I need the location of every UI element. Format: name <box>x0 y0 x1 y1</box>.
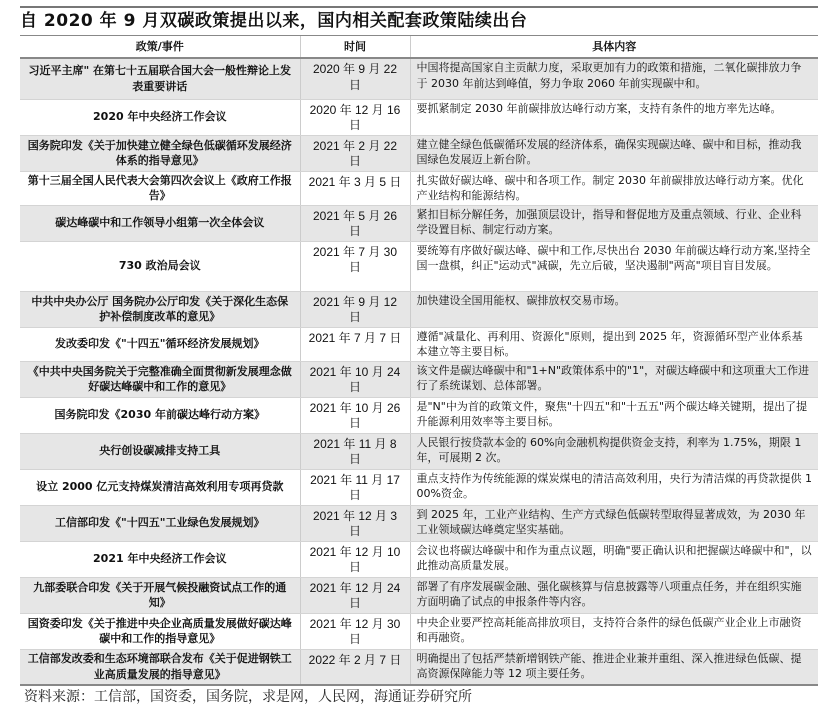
table-row <box>20 397 818 433</box>
content-cell: 遵循"减量化、再利用、资源化"原则，提出到 2025 年，资源循环型产业体系基本建立等主要目标。 <box>410 327 818 361</box>
date-cell: 2021 年 3 月 5 日 <box>300 171 410 205</box>
content-cell: 中央企业要严控高耗能高排放项目，支持符合条件的绿色低碳产业企业上市融资和再融资。 <box>410 613 818 649</box>
event-cell: 碳达峰碳中和工作领导小组第一次全体会议 <box>20 205 300 241</box>
table-row <box>20 469 818 505</box>
event-cell: 九部委联合印发《关于开展气候投融资试点工作的通知》 <box>20 577 300 613</box>
content-cell: 要统筹有序做好碳达峰、碳中和工作,尽快出台 2030 年前碳达峰行动方案,坚持全国一盘棋，纠正"运动式"减碳，先立后破，坚决遏制"两高"项目盲目发展。 <box>410 241 818 291</box>
event-cell: 中共中央办公厅 国务院办公厅印发《关于深化生态保护补偿制度改革的意见》 <box>20 291 300 327</box>
table-header-row <box>20 36 818 59</box>
content-cell: 紧扣目标分解任务，加强顶层设计，指导和督促地方及重点领域、行业、企业科学设置目标、制定行动方案。 <box>410 205 818 241</box>
date-cell: 2021 年 12 月 30 日 <box>300 613 410 649</box>
header-date: 时间 <box>300 36 410 59</box>
date-cell: 2021 年 12 月 24 日 <box>300 577 410 613</box>
table-row <box>20 613 818 649</box>
date-cell: 2021 年 10 月 24 日 <box>300 361 410 397</box>
event-cell: 730 政治局会议 <box>20 241 300 291</box>
date-cell: 2022 年 2 月 7 日 <box>300 649 410 685</box>
date-cell: 2021 年 5 月 26 日 <box>300 205 410 241</box>
date-cell: 2021 年 9 月 12 日 <box>300 291 410 327</box>
content-cell: 人民银行按贷款本金的 60%向金融机构提供资金支持，利率为 1.75%，期限 1 年，可展期 2 次。 <box>410 433 818 469</box>
event-cell: 习近平主席" 在第七十五届联合国大会一般性辩论上发表重要讲话 <box>20 58 300 99</box>
content-cell: 到 2025 年，工业产业结构、生产方式绿色低碳转型取得显著成效，为 2030 年工业领域碳达峰奠定坚实基础。 <box>410 505 818 541</box>
date-cell: 2021 年 7 月 7 日 <box>300 327 410 361</box>
event-cell: 国务院印发《2030 年前碳达峰行动方案》 <box>20 397 300 433</box>
event-cell: 工信部发改委和生态环境部联合发布《关于促进钢铁工业高质量发展的指导意见》 <box>20 649 300 685</box>
date-cell: 2021 年 2 月 22 日 <box>300 135 410 171</box>
date-cell: 2021 年 12 月 10 日 <box>300 541 410 577</box>
table-row <box>20 505 818 541</box>
event-cell: 央行创设碳减排支持工具 <box>20 433 300 469</box>
event-cell: 2021 年中央经济工作会议 <box>20 541 300 577</box>
event-cell: 设立 2000 亿元支持煤炭清洁高效利用专项再贷款 <box>20 469 300 505</box>
date-cell: 2021 年 11 月 8 日 <box>300 433 410 469</box>
table-row <box>20 577 818 613</box>
event-cell: 国资委印发《关于推进中央企业高质量发展做好碳达峰碳中和工作的指导意见》 <box>20 613 300 649</box>
content-cell: 加快建设全国用能权、碳排放权交易市场。 <box>410 291 818 327</box>
table-row <box>20 433 818 469</box>
table-row <box>20 135 818 171</box>
table-row <box>20 541 818 577</box>
policy-table <box>20 35 818 686</box>
date-cell: 2021 年 10 月 26 日 <box>300 397 410 433</box>
table-row <box>20 361 818 397</box>
content-cell: 扎实做好碳达峰、碳中和各项工作。制定 2030 年前碳排放达峰行动方案。优化产业结构和能源结构。 <box>410 171 818 205</box>
table-row <box>20 649 818 685</box>
content-cell: 重点支持作为传统能源的煤炭煤电的清洁高效利用，央行为清洁煤的再贷款提供 100%资金。 <box>410 469 818 505</box>
content-cell: 部署了有序发展碳金融、强化碳核算与信息披露等八项重点任务，并在组织实施方面明确了试点的申报条件等内容。 <box>410 577 818 613</box>
content-cell: 中国将提高国家自主贡献力度，采取更加有力的政策和措施，二氧化碳排放力争于 2030 年前达到峰值，努力争取 2060 年前实现碳中和。 <box>410 58 818 99</box>
event-cell: 《中共中央国务院关于完整准确全面贯彻新发展理念做好碳达峰碳中和工作的意见》 <box>20 361 300 397</box>
table-row <box>20 327 818 361</box>
content-cell: 要抓紧制定 2030 年前碳排放达峰行动方案，支持有条件的地方率先达峰。 <box>410 99 818 135</box>
date-cell: 2020 年 12 月 16 日 <box>300 99 410 135</box>
header-event: 政策/事件 <box>20 36 300 59</box>
content-cell: 明确提出了包括严禁新增钢铁产能、推进企业兼并重组、深入推进绿色低碳、提高资源保障能力等 12 项主要任务。 <box>410 649 818 685</box>
content-cell: 会议也将碳达峰碳中和作为重点议题，明确"要正确认识和把握碳达峰碳中和"，以此推动高质量发展。 <box>410 541 818 577</box>
table-row <box>20 99 818 135</box>
event-cell: 2020 年中央经济工作会议 <box>20 99 300 135</box>
content-cell: 是"N"中为首的政策文件，聚焦"十四五"和"十五五"两个碳达峰关键期，提出了提升能源利用效率等主要目标。 <box>410 397 818 433</box>
source-note: 资料来源：工信部，国资委，国务院，求是网，人民网，海通证券研究所 <box>24 689 472 705</box>
table-row <box>20 291 818 327</box>
event-cell: 国务院印发《关于加快建立健全绿色低碳循环发展经济体系的指导意见》 <box>20 135 300 171</box>
date-cell: 2021 年 12 月 3 日 <box>300 505 410 541</box>
event-cell: 发改委印发《"十四五"循环经济发展规划》 <box>20 327 300 361</box>
table-title: 自 2020 年 9 月双碳政策提出以来，国内相关配套政策陆续出台 <box>20 6 818 32</box>
content-cell: 该文件是碳达峰碳中和"1+N"政策体系中的"1"，对碳达峰碳中和这项重大工作进行了系统谋划、总体部署。 <box>410 361 818 397</box>
header-content: 具体内容 <box>410 36 818 59</box>
table-row <box>20 241 818 291</box>
table-row <box>20 205 818 241</box>
date-cell: 2020 年 9 月 22 日 <box>300 58 410 99</box>
date-cell: 2021 年 7 月 30 日 <box>300 241 410 291</box>
content-cell: 建立健全绿色低碳循环发展的经济体系，确保实现碳达峰、碳中和目标，推动我国绿色发展迈上新台阶。 <box>410 135 818 171</box>
table-row <box>20 171 818 205</box>
event-cell: 工信部印发《"十四五"工业绿色发展规划》 <box>20 505 300 541</box>
date-cell: 2021 年 11 月 17 日 <box>300 469 410 505</box>
event-cell: 第十三届全国人民代表大会第四次会议上《政府工作报告》 <box>20 171 300 205</box>
table-row <box>20 58 818 99</box>
